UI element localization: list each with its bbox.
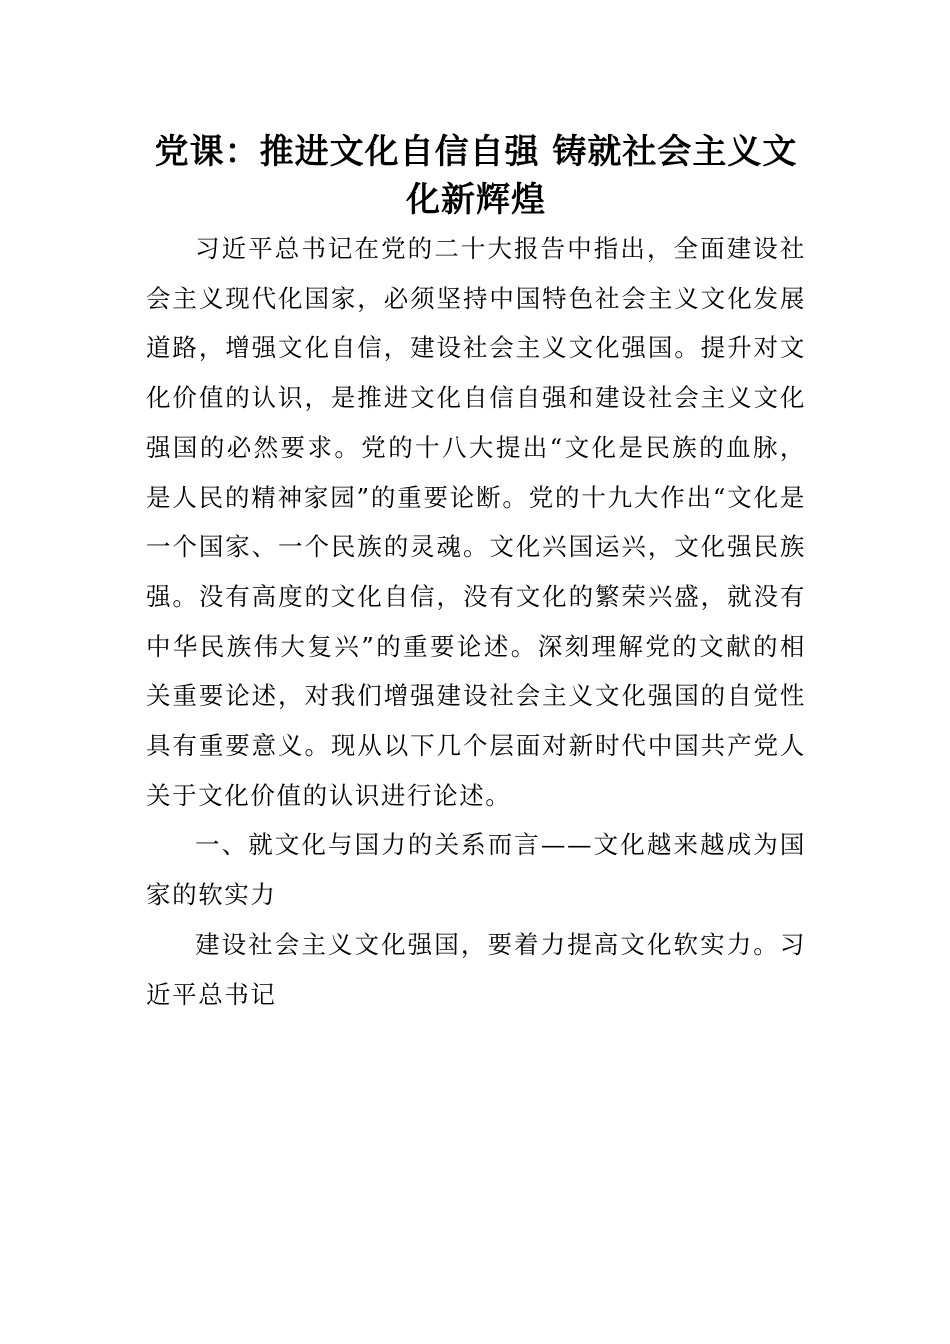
document-title: 党课：推进文化自信自强 铸就社会主义文化新辉煌 bbox=[154, 132, 798, 220]
paragraph-section-1: 建设社会主义文化强国，要着力提高文化软实力。习近平总书记 bbox=[146, 929, 806, 1009]
section-heading-1: 一、就文化与国力的关系而言——文化越来越成为国家的软实力 bbox=[146, 830, 806, 910]
paragraph-intro: 习近平总书记在党的二十大报告中指出，全面建设社会主义现代化国家，必须坚持中国特色社会主义文化发展道路，增强文化自信，建设社会主义文化强国。提升对文化价值的认识，是推进文化自信自强和建设社会主义文化强国的必然要求。党的十八大提出“文化是民族的血脉，是人民的精神家园”的重要论断。党的十九大作出“文化是一个国家、一个民族的灵魂。文化兴国运兴，文化强民族强。没有高度的文化自信，没有文化的繁荣兴盛，就没有中华民族伟大复兴”的重要论述。深刻理解党的文献的相关重要论述，对我们增强建设社会主义文化强国的自觉性具有重要意义。现从以下几个层面对新时代中国共产党人关于文化价值的认识进行论述。 bbox=[146, 234, 806, 810]
document-page bbox=[146, 128, 806, 1019]
